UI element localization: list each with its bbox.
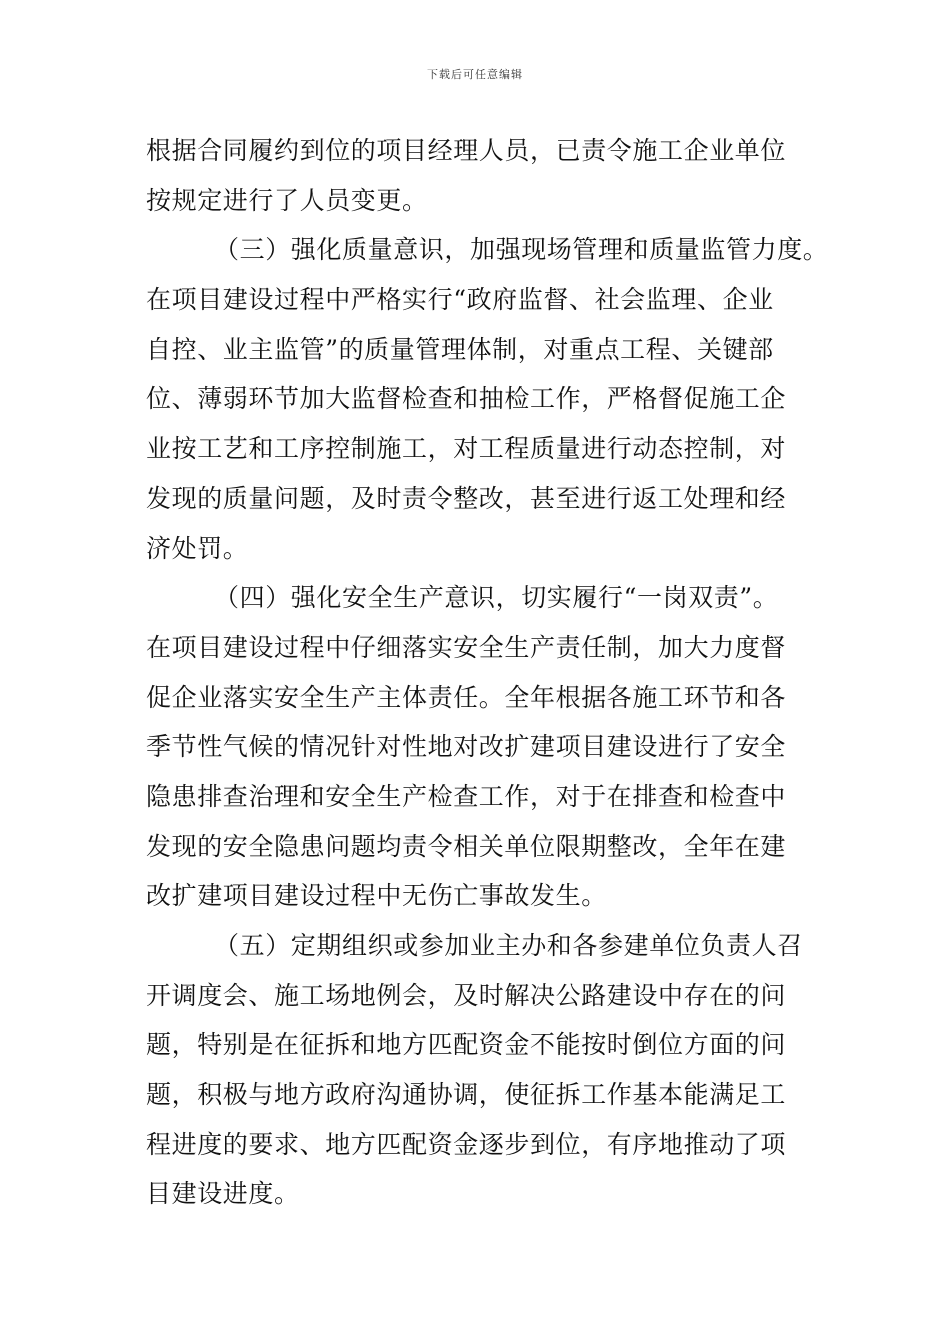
text-line: 目建设进度。: [146, 1179, 300, 1209]
text-line: 发现的质量问题，及时责令整改，甚至进行返工处理和经: [146, 483, 787, 513]
text-line: 开调度会、施工场地例会，及时解决公路建设中存在的问: [146, 980, 787, 1010]
text-line: 发现的安全隐患问题均责令相关单位限期整改，全年在建: [146, 831, 787, 861]
text-line: 位、薄弱环节加大监督检查和抽检工作，严格督促施工企: [146, 384, 787, 414]
text-line: 促企业落实安全生产主体责任。全年根据各施工环节和各: [146, 682, 787, 712]
text-line: 隐患排查治理和安全生产检查工作，对于在排查和检查中: [146, 781, 787, 811]
text-line: 按规定进行了人员变更。: [146, 185, 428, 215]
paragraph-first-line: （五）定期组织或参加业主办和各参建单位负责人召: [214, 931, 803, 960]
page-header: 下载后可任意编辑: [427, 68, 523, 81]
text-line: 济处罚。: [146, 533, 249, 563]
paragraph-first-line: （四）强化安全生产意识，切实履行“一岗双责”。: [214, 583, 779, 613]
text-line: 季节性气候的情况针对性地对改扩建项目建设进行了安全: [146, 732, 787, 762]
paragraph-first-line: （三）强化质量意识，加强现场管理和质量监管力度。: [214, 235, 829, 265]
text-line: 题，特别是在征拆和地方匹配资金不能按时倒位方面的问: [146, 1030, 787, 1060]
text-line: 在项目建设过程中仔细落实安全生产责任制，加大力度督: [146, 632, 787, 662]
document-body: [146, 126, 829, 1219]
text-line: 根据合同履约到位的项目经理人员，已责令施工企业单位: [146, 136, 787, 165]
text-line: 业按工艺和工序控制施工，对工程质量进行动态控制，对: [146, 434, 787, 464]
text-line: 在项目建设过程中严格实行“政府监督、社会监理、企业: [146, 285, 774, 315]
text-line: 程进度的要求、地方匹配资金逐步到位，有序地推动了项: [146, 1129, 787, 1159]
text-line: 题，积极与地方政府沟通协调，使征拆工作基本能满足工: [146, 1080, 787, 1110]
text-line: 自控、业主监管”的质量管理体制，对重点工程、关键部: [146, 334, 774, 364]
text-line: 改扩建项目建设过程中无伤亡事故发生。: [146, 881, 607, 911]
